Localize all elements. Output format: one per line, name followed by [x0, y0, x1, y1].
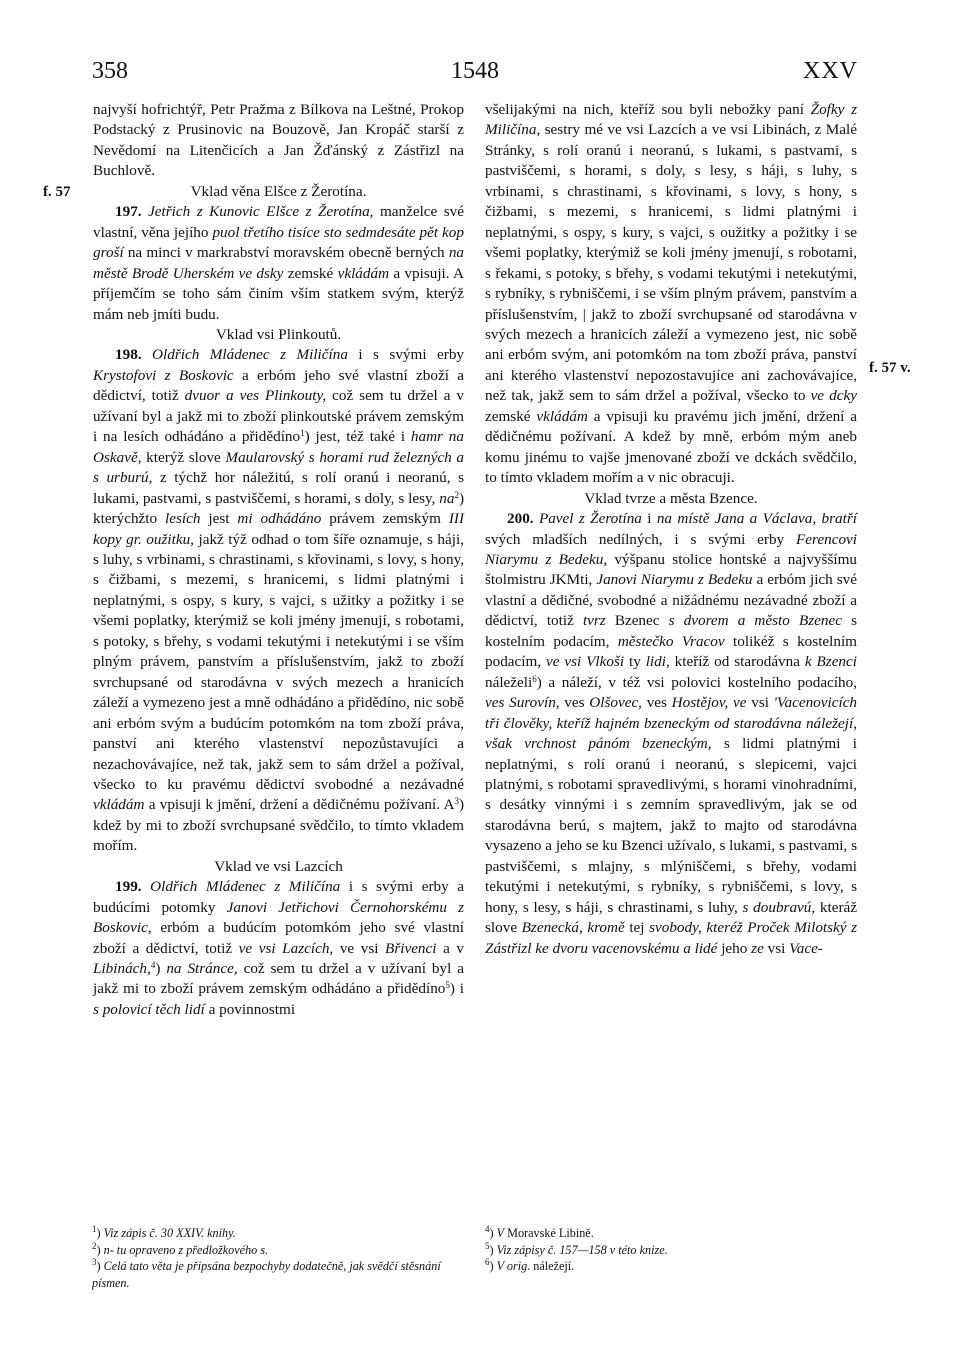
text-run: sestry mé ve vsi Lazcích a ve vsi Libinách, z Malé Stránky, s rolí oranú i neoranú, s lukami, s pastvami, s pastviščemi, s horami, s doly, s lesy, s háji, s luhy, s vrbinami, s chrastinami, s křovinami, s lovy, s hony, s čižbami, s mezemi, s hranicemi, s lidmi platnými i neplatnými, s ospy, s kury, s vajci, s oužitky a požitky i se všemi poplatky, kterýmiž se koli jmény jmenují, s robotami, s řekami, s potoky, s břehy, s vodami tekutými i netekutými, s rybníky, s rybniščemi, i se vším plným právem, panstvím a příslušenstvím, | jakž to zboží svrchupsané od starodávna v svých mezech a hranicích záleží a vymezeno jest, nic sobě ani erbóm svým, ani potomkóm na tom zboží práva, panství ani kterého vlastenství nepozostavujíce ani zachovávajíce, než tak, jakž sem to sám držel a požíval, všecko to [485, 121, 857, 405]
entry-number: 200. [507, 510, 534, 528]
footnote-ref: 1 [300, 428, 305, 439]
italic-text: vkládám [93, 796, 145, 814]
footnotes-right [485, 1225, 857, 1275]
italic-text: s dvorem a město Bzenec [668, 612, 842, 630]
text-run: ) kterýchžto [93, 489, 464, 528]
left-column [93, 100, 464, 1020]
text-run: i s svými erby a budúcími potomky [93, 878, 464, 916]
italic-text: hamr na Oskavě, [93, 428, 464, 466]
page-number: 358 [92, 58, 128, 84]
italic-text: lesích [165, 510, 201, 528]
text-run: právem zemským [321, 510, 449, 528]
text-run: náleželi [485, 673, 533, 691]
text-run: na minci v markrabství moravském obecně berných [123, 244, 449, 262]
footnote-mark: 1 [92, 1224, 97, 1234]
italic-text: Krystofovi z Boskovic [93, 366, 234, 384]
footnote-1: $^1$) Viz zápis č. 30 XXIV. knihy. [92, 1224, 236, 1240]
page-header [92, 58, 858, 88]
text-run: i s svými erby [347, 346, 465, 364]
italic-text: Hostějov, ve [671, 694, 747, 712]
italic-text: Žofky z Miličína, [485, 101, 857, 139]
text-run: což sem tu držel a v užívaní byl a jakž mi to zboží plinkoutské právem zemským i na lesích odhádáno a přidědíno [93, 387, 464, 446]
text-run: ) kdež by mi to zboží svrchupsané svědčilo, to tímto vkladem mořím. [93, 796, 464, 855]
footnote-mark: 3 [92, 1257, 97, 1267]
entry-197 [93, 202, 464, 325]
entry-number: 199. [115, 878, 142, 896]
text-run: zemské [283, 264, 338, 282]
italic-text: s doubravú, [742, 898, 816, 916]
text-run: z týchž hor náležitú, s rolí oranú i neoranú, s lukami, pastvami, s pastviščemi, s horami, s doly, s lesy, [93, 469, 464, 507]
entry-heading: Vklad věna Elšce z Žerotína. [190, 182, 367, 200]
italic-text: V [496, 1226, 505, 1240]
text-run: Bzenec [605, 612, 669, 630]
footnote-mark: 6 [485, 1257, 490, 1267]
italic-text: na Stránce, [166, 960, 238, 978]
italic-text: ve dcky [810, 387, 857, 405]
italic-text: Celá tato věta je připsána bezpochyby dodatečně, jak svědčí stěsnání písmen. [92, 1259, 441, 1290]
italic-text: dvuor a ves Plinkouty, [184, 387, 327, 405]
text-run: ) a náleží, v též vsi polovici kostelního podacího, [536, 673, 857, 691]
italic-text: Oldřich Mládenec z Miličína [150, 878, 341, 896]
paragraph-continued [93, 100, 464, 182]
text-run: ) i [449, 980, 464, 998]
year-heading: 1548 [451, 58, 499, 84]
italic-text: ze [751, 939, 764, 957]
italic-text: k Bzenci [804, 653, 857, 671]
italic-text: Viz zápisy č. 157—158 v této knize. [496, 1242, 668, 1257]
footnote-ref: 4 [150, 960, 156, 971]
footnote-2: $^2$) n- tu opraveno z předložkového s. [92, 1240, 269, 1257]
italic-text: mi odhádáno [237, 510, 322, 528]
folio-note-right: f. 57 v. [869, 360, 911, 376]
text-run: výšpanu stolice hontské a najvyššímu štolmistru JKMti, [485, 550, 857, 589]
text-run: vsi [763, 939, 790, 957]
text-run: jakž týž odhad o tom šíře oznamuje, s háji, s luhy, s vrbinami, s chrastinami, s křovinami, s lovy, s hony, s čižbami, s mezemi, s hranicemi, s lidmi platnými i neplatnými, s ospy, s kury, s vajci, s užitky a požitky i se všemi poplatky, kterýmiž se koli jmény jmenují, s robotami, s potoky, s břehy, s vodami tekutými i netekutými i se vším plným právem, panstvím a příslušenstvím, jakž to zboží svrchupsané od starodávna v svých mezech a hranicích záleží a vymezeno jest a mně odhádáno a přidědíno, nic sobě ani erbóm svým a budúcím potomkóm na tom zboží práva, panství ani kterého vlastenství nepozůstavujíci a nezachovávajíce, než tak, jakž sem to sám držel a požíval, všecko to ku pravému dědictví svobodné a nezávadné [93, 530, 464, 793]
text-run: kteráž slove [485, 898, 857, 937]
italic-text: Pavel z Žerotína [538, 510, 642, 528]
italic-text: Jetřich z Kunovic Elšce z Žerotína, [148, 203, 374, 221]
text-run: Moravské Libině. [504, 1226, 594, 1240]
italic-text: ve vsi Lazcích, [238, 939, 334, 957]
footnote-5: $^5$) Viz zápisy č. 157—158 v této knize. [485, 1240, 668, 1257]
entry-198 [93, 345, 464, 856]
italic-text: Bzenecká, kromě [521, 919, 625, 937]
footnote-6: $^6$) V orig. náležejí. [485, 1257, 575, 1273]
italic-text: V orig. [496, 1259, 531, 1273]
text-run: erbóm a budúcím potomkóm jeho své vlastní zboží a dědictví, totiž [93, 919, 464, 957]
italic-text: puol třetího tisíce sto sedmdesáte pět kop groší [93, 223, 464, 262]
text-run: všelijakými na nich, kteříž sou byli nebožky paní [485, 101, 811, 118]
text-run: a vpisuji. A příjemčím se toho sám činím vším statkem svým, kterýž mám neb jmíti budu. [93, 264, 464, 323]
text-run: s kostelním podacím, [485, 612, 858, 650]
text-run: zemské [485, 407, 537, 425]
italic-text: Janovi Niarymu z Bedeku [596, 571, 753, 589]
italic-text: vkládám [337, 264, 390, 282]
entry-heading: Vklad ve vsi Lazcích [214, 857, 343, 875]
italic-text: ve vsi Vlkoši [545, 653, 625, 671]
text-run: tej [624, 919, 650, 937]
text-run: a vpisuji ku pravému jich jmění, držení a dědičnému požívaní. A kdež by mně, erbóm mým aneb komu jinému to vajše jmenované zboží ve dckách svědčilo, to tímto vkladem mořím a v nic obracuji. [485, 407, 857, 487]
text-run: ) jest, též také i [304, 428, 411, 446]
italic-text: Břivenci [385, 939, 437, 957]
text-run: i [641, 510, 657, 528]
text-run: a erbóm jich své vlastní a dědičné, svobodné a nižádnému nezávadné zboží a dědictví, totiž [485, 571, 857, 630]
section-number: XXV [803, 58, 858, 84]
entry-200 [485, 509, 857, 959]
entry-number: 198. [115, 346, 142, 364]
italic-text: na městě Brodě Uherském ve dsky [93, 244, 464, 282]
text-run: kteříž od starodávna [669, 653, 805, 671]
italic-text: vkládám [536, 407, 588, 425]
text-run: svých mladších nedílných, i s svými erby [485, 530, 796, 548]
text-run: ty [624, 653, 646, 671]
text-run: a erbóm jeho své vlastní zboží a dědictví, totiž [93, 366, 464, 405]
footnote-ref: 6 [532, 673, 537, 684]
text-run: ) [155, 960, 167, 978]
text-run: manželce své vlastní, věna jejího [93, 203, 465, 241]
text-run: ve vsi [333, 939, 386, 957]
text-run: najvyší hofrichtýř, Petr Pražma z Bílkova na Leštné, Prokop Podstacký z Prusinovic na Bouzově, Jan Kropáč starší z Nevědomí na Litenčicích a Jan Žďánský z Zástřizl na Buchlově. [93, 101, 464, 180]
text-run: a vpisuji k jmění, držení a dědičnému požívaní. A [144, 796, 455, 814]
footnote-mark: 4 [485, 1224, 490, 1234]
italic-text: n- tu opraveno z předložkového s. [103, 1242, 269, 1257]
text-run: tolikéž s kostelním podacím, [485, 632, 857, 671]
italic-text: na místě Jana a Václava, bratří [656, 510, 857, 528]
entry-heading: Vklad tvrze a města Bzence. [584, 489, 758, 507]
text-run: ves [559, 694, 590, 712]
italic-text: Janovi Jetřichovi Černohorskému z Boskovic, [93, 898, 465, 937]
entry-heading: Vklad vsi Plinkoutů. [215, 325, 342, 343]
text-run: kterýž slove [141, 448, 226, 466]
italic-text: s polovicí těch lidí [93, 1000, 205, 1018]
footnote-4: $^4$) V Moravské Libině. [485, 1224, 594, 1240]
entry-199 [93, 877, 464, 1020]
text-run: a povinnostmi [204, 1000, 296, 1018]
italic-text: městečko Vracov [617, 632, 725, 650]
text-run: ves [641, 694, 672, 712]
italic-text: na [439, 489, 455, 507]
text-run: vsi [746, 694, 774, 712]
italic-text: Vace- [789, 939, 823, 957]
paragraph-continued [485, 100, 857, 489]
italic-text: Oldřich Mládenec z Miličína [152, 346, 348, 364]
text-run: jeho [717, 939, 752, 957]
entry-number: 197. [115, 203, 142, 221]
text-run: náležejí. [530, 1259, 575, 1273]
footnote-mark: 2 [92, 1240, 97, 1251]
italic-text: lidi, [645, 653, 670, 671]
italic-text: tvrz [582, 612, 606, 630]
italic-text: Maularovský s horami rud železných a s urburú, [93, 448, 464, 487]
italic-text: ves Surovín, [485, 694, 560, 712]
italic-text: Ferencovi Niarymu z Bedeku, [485, 530, 857, 568]
right-column [485, 100, 857, 959]
italic-text: Libinách, [93, 960, 151, 978]
italic-text: 'Vacenovicích tři člověky, kteříž hajném bzeneckým od starodávna náležejí, však vrchnost pánóm bzeneckým, [485, 694, 858, 753]
italic-text: svobody, kteréž Proček Milotský z Zástřizl ke dvoru vacenovskému a lidé [485, 919, 858, 957]
footnote-ref: 5 [445, 980, 450, 991]
italic-text: Olšovec, [589, 694, 642, 712]
footnote-3: $^3$) Celá tato věta je připsána bezpochyby dodatečně, jak svědčí stěsnání písmen. [92, 1257, 441, 1290]
footnote-ref: 3 [454, 796, 459, 807]
footnote-ref: 2 [454, 489, 459, 500]
text-run: a v [436, 939, 464, 957]
folio-note-left: f. 57 [43, 184, 71, 200]
footnotes-left [92, 1225, 472, 1291]
text-run: což sem tu držel a v užívaní byl a jakž mi to zboží právem zemským odhádáno a přidědíno [93, 960, 464, 998]
text-run: s lidmi platnými i neplatnými, s rolí oranú i neoranú, s slepicemi, vajci platnými, s robotami spravedlivými, s horami vinohradními, s desátky vinnými i s zemním spravedlivým, jak se od starodávna berú, s majtem, jakž to majto od starodávna vysazeno a jeho se ku Bzenci užívalo, s lukami, s pastvami, s pastviščemi, s mlajny, s mlýniščemi, s břehy, vodami tekutými i netekutými, s rybníky, s rybniščemi, s lovy, s hony, s lesy, s háji, s chrastinami, s luhy, [485, 735, 858, 916]
footnote-mark: 5 [485, 1240, 490, 1251]
text-run: jest [200, 510, 238, 528]
italic-text: Viz zápis č. 30 XXIV. knihy. [103, 1226, 236, 1240]
italic-text: III kopy gr. oužitku, [93, 510, 465, 548]
